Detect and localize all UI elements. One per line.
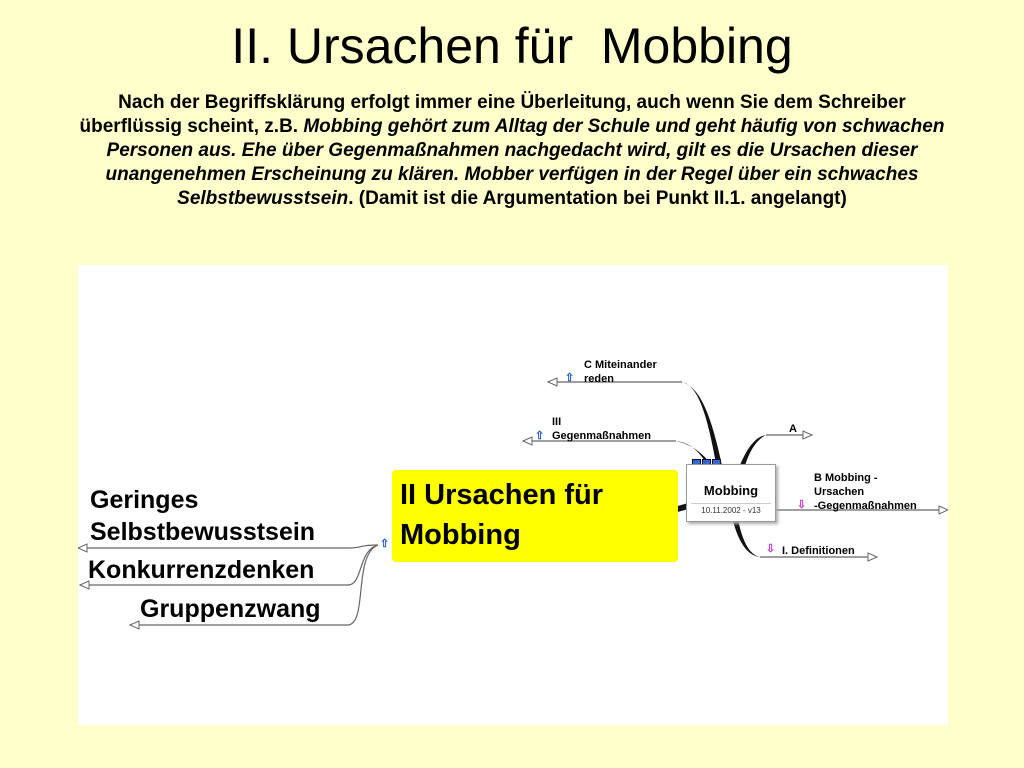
branch-c-miteinander-reden xyxy=(584,358,657,386)
arrowhead-iii xyxy=(523,437,532,445)
branch-b-line1: B Mobbing - xyxy=(814,472,878,484)
arrowhead-gruppenzwang xyxy=(130,621,139,629)
branch-a: A xyxy=(789,423,797,435)
intro-part1: Nach der Begriffsklärung erfolgt immer eine Überleitung, auch wenn Sie dem Schreiber überflüssig scheint, z.B. xyxy=(79,92,906,137)
branch-selbstbewusstsein: Selbstbewusstsein xyxy=(90,518,316,546)
branch-c-up-icon[interactable]: ⇧ xyxy=(565,372,575,384)
arrowhead-i xyxy=(868,553,877,561)
branch-iii-line1: III xyxy=(552,416,562,428)
arrowhead-b xyxy=(939,506,948,514)
branch-b-line3: -Gegenmaßnahmen xyxy=(814,500,917,512)
branch-i-definitionen: I. Definitionen xyxy=(782,545,855,557)
arrowhead-c xyxy=(548,378,557,386)
arrowhead-selbstbewusstsein xyxy=(78,544,87,552)
root-node-date: 10.11.2002 - v13 xyxy=(691,503,771,515)
branch-iii-up-icon[interactable]: ⇧ xyxy=(535,430,545,442)
branch-geringes: Geringes xyxy=(90,486,199,514)
branch-c-line1: C Miteinander xyxy=(584,359,657,371)
arrowhead-a xyxy=(803,431,812,439)
root-node-mobbing[interactable] xyxy=(686,464,776,522)
branch-iii-line2: Gegenmaßnahmen xyxy=(552,430,652,442)
branch-i-down-icon[interactable]: ⇩ xyxy=(766,543,776,555)
root-node-label: Mobbing xyxy=(703,483,759,498)
branch-c-line2: reden xyxy=(584,373,614,385)
intro-italic: Mobbing gehört zum Alltag der Schule und geht häufig von schwachen Personen aus. Ehe über Gegenmaßnahmen nachgedacht wird, gilt es die Ursachen dieser unangenehmen Erscheinung zu klären. Mobber verfügen in der Regel über ein schwaches Selbstbewusstsein xyxy=(105,116,945,209)
intro-text xyxy=(70,91,954,211)
branch-b-line2: Ursachen xyxy=(814,486,865,498)
intro-part2: . (Damit ist die Argumentation bei Punkt II.1. angelangt) xyxy=(348,188,847,209)
branch-b-mobbing-ursachen xyxy=(814,471,917,513)
branch-b-down-icon[interactable]: ⇩ xyxy=(797,499,807,511)
connector-i-thick xyxy=(733,519,760,557)
branch-iii-gegenmassnahmen xyxy=(552,415,651,443)
collapse-up-icon[interactable]: ⇧ xyxy=(380,538,390,550)
branch-gruppenzwang: Gruppenzwang xyxy=(140,595,321,623)
slide-title: II. Ursachen für Mobbing xyxy=(231,18,793,74)
branch-konkurrenzdenken: Konkurrenzdenken xyxy=(88,556,315,584)
mindmap-canvas xyxy=(78,265,948,725)
central-topic-label: II Ursachen für Mobbing xyxy=(400,479,604,551)
